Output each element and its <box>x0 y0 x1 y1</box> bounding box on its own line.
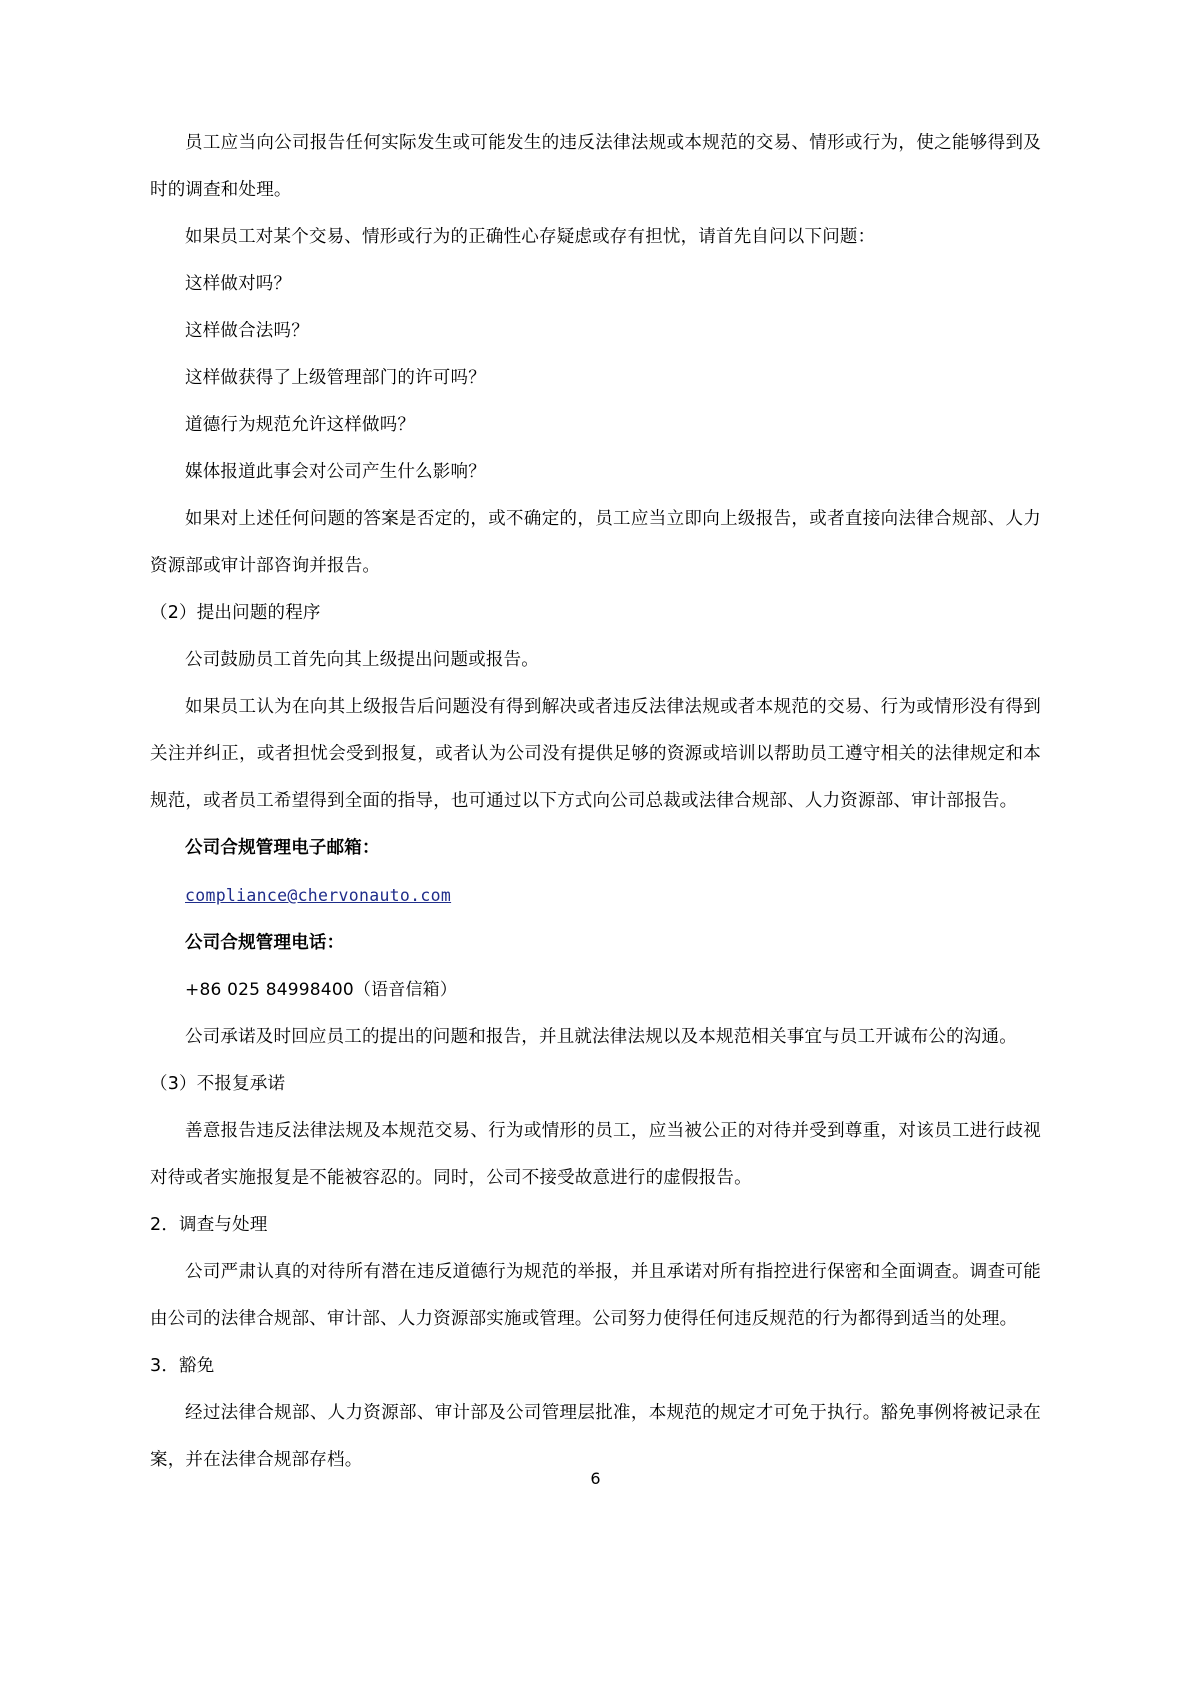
question-item-3: 这样做获得了上级管理部门的许可吗？ <box>185 368 486 388</box>
paragraph-self-questions-intro: 如果员工对某个交易、情形或行为的正确性心存疑虑或存有担忧，请首先自问以下问题： <box>185 227 876 247</box>
question-item-5: 媒体报道此事会对公司产生什么影响？ <box>185 462 486 482</box>
heading-raise-question-procedure: （2）提出问题的程序 <box>150 603 321 623</box>
compliance-phone-line <box>150 967 1041 1014</box>
paragraph-report-obligation: 员工应当向公司报告任何实际发生或可能发生的违反法律法规或本规范的交易、情形或行为，使之能够得到及时的调查和处理。 <box>150 133 1041 200</box>
paragraph-investigation-body: 公司严肃认真的对待所有潜在违反道德行为规范的举报，并且承诺对所有指控进行保密和全面调查。调查可能由公司的法律合规部、审计部、人力资源部实施或管理。公司努力使得任何违反规范的行为都得到适当的处理。 <box>150 1262 1041 1329</box>
question-item-2: 这样做合法吗？ <box>185 321 309 341</box>
compliance-email-link[interactable]: compliance@chervonauto.com <box>185 886 452 905</box>
question-item-1: 这样做对吗？ <box>185 274 292 294</box>
heading-investigation-handling: 2．调查与处理 <box>150 1215 268 1235</box>
heading-no-retaliation: （3）不报复承诺 <box>150 1074 286 1094</box>
paragraph-escalation-channels: 如果员工认为在向其上级报告后问题没有得到解决或者违反法律法规或者本规范的交易、行为或情形没有得到关注并纠正，或者担忧会受到报复，或者认为公司没有提供足够的资源或培训以帮助员工遵守相关的法律规定和本规范，或者员工希望得到全面的指导，也可通过以下方式向公司总裁或法律合规部、人力资源部、审计部报告。 <box>150 697 1041 811</box>
question-item-4: 道德行为规范允许这样做吗？ <box>185 415 416 435</box>
page-number: 6 <box>590 1469 601 1488</box>
label-compliance-phone: 公司合规管理电话： <box>185 933 345 953</box>
heading-waiver: 3．豁免 <box>150 1356 215 1376</box>
label-compliance-email: 公司合规管理电子邮箱： <box>185 838 380 858</box>
compliance-phone-value: +86 025 84998400（语音信箱） <box>185 980 458 1000</box>
paragraph-no-retaliation-body: 善意报告违反法律法规及本规范交易、行为或情形的员工，应当被公正的对待并受到尊重，对该员工进行歧视对待或者实施报复是不能被容忍的。同时，公司不接受故意进行的虚假报告。 <box>150 1121 1041 1188</box>
document-body <box>150 120 1041 1484</box>
paragraph-encourage-supervisor: 公司鼓励员工首先向其上级提出问题或报告。 <box>185 650 539 670</box>
compliance-email-line <box>150 872 1041 920</box>
paragraph-waiver-body: 经过法律合规部、人力资源部、审计部及公司管理层批准，本规范的规定才可免于执行。豁免事例将被记录在案，并在法律合规部存档。 <box>150 1403 1041 1470</box>
paragraph-negative-answer-action: 如果对上述任何问题的答案是否定的，或不确定的，员工应当立即向上级报告，或者直接向法律合规部、人力资源部或审计部咨询并报告。 <box>150 509 1041 576</box>
paragraph-response-commitment: 公司承诺及时回应员工的提出的问题和报告，并且就法律法规以及本规范相关事宜与员工开诚布公的沟通。 <box>185 1027 1017 1047</box>
